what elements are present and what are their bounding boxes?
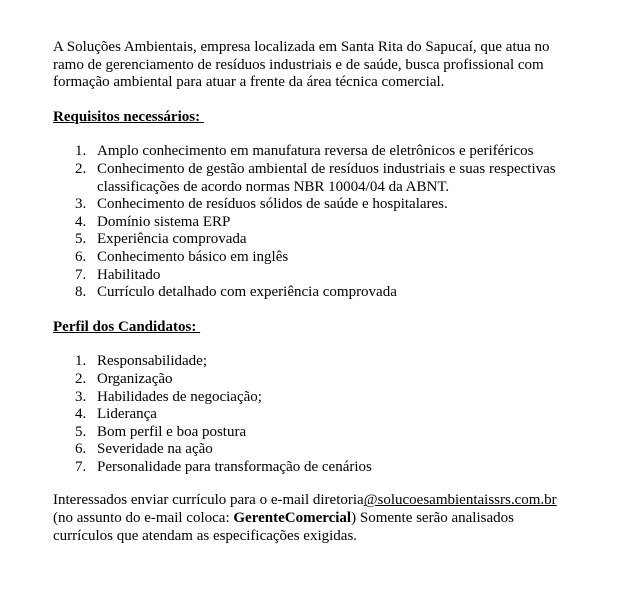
list-item <box>53 459 567 477</box>
list-item-text: Conhecimento de gestão ambiental de resíduos industriais e suas respectivas classificações de acordo normas NBR 10004/04 da ABNT. <box>97 160 556 195</box>
list-item <box>53 231 567 249</box>
list-item-text: Domínio sistema ERP <box>97 213 231 230</box>
list-number: 7. <box>75 458 87 475</box>
list-item <box>53 406 567 424</box>
job-posting-document <box>53 39 613 545</box>
list-number: 4. <box>75 213 87 230</box>
requirements-list <box>53 143 613 301</box>
list-number: 2. <box>75 160 87 177</box>
list-item-text: Experiência comprovada <box>97 231 247 248</box>
list-item-text: Currículo detalhado com experiência comprovada <box>97 284 397 301</box>
list-item-text: Conhecimento de resíduos sólidos de saúde e hospitalares. <box>97 196 448 213</box>
requirements-heading: Requisitos necessários: <box>53 108 204 125</box>
intro-paragraph: A Soluções Ambientais, empresa localizada em Santa Rita do Sapucaí, que atua no ramo de gerenciamento de resíduos industriais e de saúde, busca profissional com formação ambiental para atuar a frente da área técnica comercial. <box>53 39 550 91</box>
list-item <box>53 161 567 196</box>
list-number: 1. <box>75 143 87 160</box>
list-item <box>53 441 567 459</box>
list-item <box>53 267 567 285</box>
closing-paragraph <box>53 492 573 545</box>
list-item <box>53 284 567 302</box>
list-item-text: Organização <box>97 370 173 387</box>
list-number: 1. <box>75 353 87 370</box>
email-link[interactable]: @solucoesambientaissrs.com.br <box>363 492 557 509</box>
list-item-text: Conhecimento básico em inglês <box>97 248 289 265</box>
list-item <box>53 424 567 442</box>
list-item <box>53 371 567 389</box>
list-number: 3. <box>75 388 87 405</box>
list-item-text: Liderança <box>97 406 157 423</box>
list-item <box>53 196 567 214</box>
list-number: 5. <box>75 231 87 248</box>
list-item-text: Personalidade para transformação de cenários <box>97 458 372 475</box>
list-item-text: Bom perfil e boa postura <box>97 423 247 440</box>
list-item <box>53 353 567 371</box>
list-number: 8. <box>75 284 87 301</box>
list-number: 3. <box>75 196 87 213</box>
profile-heading: Perfil dos Candidatos: <box>53 318 201 335</box>
closing-text-1: Interessados enviar currículo para o e-mail diretoria <box>53 492 364 509</box>
list-item-text: Habilitado <box>97 266 161 283</box>
list-number: 4. <box>75 406 87 423</box>
list-number: 6. <box>75 441 87 458</box>
email-subject: GerenteComercial <box>233 510 352 527</box>
list-item <box>53 143 567 161</box>
list-item-text: Amplo conhecimento em manufatura reversa de eletrônicos e periféricos <box>97 143 534 160</box>
list-item-text: Severidade na ação <box>97 441 213 458</box>
list-item <box>53 249 567 267</box>
list-number: 2. <box>75 370 87 387</box>
list-item <box>53 389 567 407</box>
list-item <box>53 214 567 232</box>
list-item-text: Responsabilidade; <box>97 353 207 370</box>
profile-list <box>53 353 613 476</box>
closing-text-3: ) Somente serão analisados currículos que atendam as especificações exigidas. <box>53 510 514 544</box>
list-number: 5. <box>75 423 87 440</box>
list-item-text: Habilidades de negociação; <box>97 388 262 405</box>
list-number: 6. <box>75 248 87 265</box>
closing-text-2: (no assunto do e-mail coloca: <box>53 510 234 527</box>
list-number: 7. <box>75 266 87 283</box>
